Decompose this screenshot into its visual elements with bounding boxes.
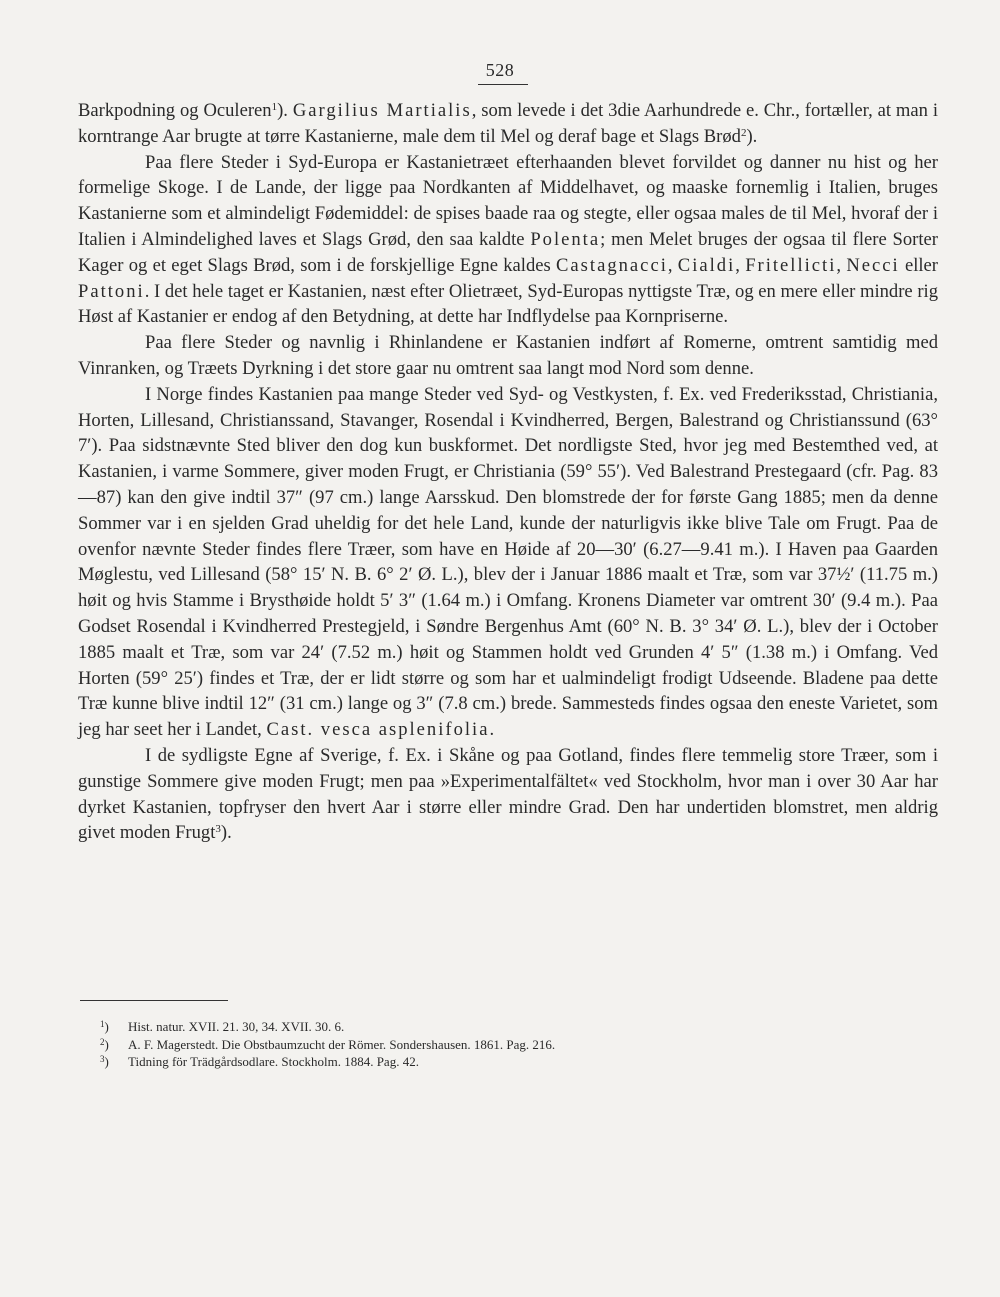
footnote-number: 2 (100, 1036, 105, 1047)
text-segment: ; men Melet bruges der ogsaa til flere Sorter Kager og et eget Slags Brød, som i de forskjellige Egne kaldes (78, 228, 938, 276)
text-segment: . I det hele taget er Kastanien, næst efter Olietræet, Syd-Europas nyttigste Træ, og en mere eller mindre rig Høst af Kastanier er endog af den Betydning, at dette har Indflydelse paa Kornpriserne. (78, 280, 938, 328)
text-segment: , (836, 254, 847, 276)
footnote-number: 3 (100, 1054, 105, 1064)
text-segment: ). (277, 100, 293, 121)
text-segment: eller (899, 254, 939, 276)
spaced-name: Polenta (530, 228, 601, 250)
text-segment: Paa flere Steder i Syd-Europa er Kastanietræet efterhaanden blevet forvildet og danner nu hist og her formelige Skoge. I de Lande, der ligge paa Nordkanten af Middelhavet, og maaske fornemlig i Italien, bruges Kastanierne som et almindeligt Fødemiddel: de spises baade raa og stegte, eller ogsaa males de til Mel, hvoraf der i Italien i Almindelighed laves et Slags Grød, den saa kaldte (78, 151, 938, 250)
footnote-number: 1 (100, 1019, 105, 1029)
spaced-name: Necci (846, 254, 900, 276)
text-segment: ). (746, 125, 758, 147)
spaced-name: Castagnacci (556, 254, 668, 276)
footnote-text: A. F. Magerstedt. Die Obstbaumzucht der Römer. Sondershausen. 1861. Pag. 216. (128, 1036, 556, 1052)
text-segment: Barkpodning og Oculeren (78, 100, 272, 121)
text-segment: ). (220, 822, 232, 844)
footnote-marker: $^3$) (100, 1054, 109, 1069)
paragraph (78, 382, 938, 743)
text-segment: , (667, 254, 678, 276)
footnote-reference: 1 (271, 101, 278, 113)
footnote (100, 1018, 800, 1036)
footnote-reference: 3 (215, 823, 221, 836)
footnote (100, 1036, 800, 1054)
spaced-name: Gargilius Martialis (292, 100, 472, 121)
footnote (100, 1053, 800, 1071)
footnote-text: Tidning för Trädgårdsodlare. Stockholm. 1884. Pag. 42. (128, 1054, 419, 1069)
spaced-name: Fritellicti (745, 254, 837, 276)
footnote-text: Hist. natur. XVII. 21. 30, 34. XVII. 30. 6. (128, 1019, 345, 1034)
footnote-reference: 2 (740, 126, 747, 139)
spaced-name: Cast. vesca asplenifolia (266, 719, 490, 741)
text-segment: , som levede i det 3die Aarhundrede e. Chr., fortæller, at man i korntrange Aar brugte at tørre Kastanierne, male dem til Mel og deraf bage et Slags Brød (78, 100, 938, 147)
footnotes (100, 1018, 800, 1071)
spaced-name: Pattoni (78, 280, 145, 302)
spaced-name: Cialdi (677, 254, 736, 276)
text-segment: , (735, 254, 746, 276)
paragraph (78, 98, 938, 150)
body-text (78, 98, 938, 846)
paragraph (78, 330, 938, 382)
paragraph (78, 150, 938, 331)
footnote-marker: $^2$) (100, 1036, 109, 1052)
footnote-divider (80, 1000, 228, 1001)
text-segment: . (489, 719, 495, 741)
footnote-marker: $^1$) (100, 1019, 109, 1034)
text-segment: Paa flere Steder og navnlig i Rhinlandene er Kastanien indført af Romerne, omtrent samtidig med Vinranken, og Træets Dyrkning i det store gaar nu omtrent saa langt mod Nord som denne. (78, 332, 938, 379)
page-number-rule (478, 84, 528, 85)
text-segment: I Norge findes Kastanien paa mange Steder ved Syd- og Vestkysten, f. Ex. ved Frederiksstad, Christiania, Horten, Lillesand, Christianssand, Stavanger, Rosendal i Kvindherred, Bergen, Balestrand og Christianssund (63° 7′). Paa sidstnævnte Sted bliver den dog kun buskformet. Det nordligste Sted, hvor jeg med Bestemthed ved, at Kastanien, i varme Sommere, giver moden Frugt, er Christiania (59° 55′). Ved Balestrand Prestegaard (cfr. Pag. 83—87) kan den give indtil 37″ (97 cm.) lange Aarsskud. Den blomstrede der for første Gang 1885; men da denne Sommer var i en sjelden Grad uheldig for det hele Land, kunde der naturligvis ikke blive Tale om Frugt. Paa de ovenfor nævnte Steder findes flere Træer, som have en Høide af 20—30′ (6.27—9.41 m.). I Haven paa Gaarden Møglestu, ved Lillesand (58° 15′ N. B. 6° 2′ Ø. L.), blev der i Januar 1886 maalt et Træ, som var 37½′ (11.75 m.) høit og hvis Stamme i Brysthøide holdt 5′ 3″ (1.64 m.) i Omfang. Kronens Diameter var omtrent 30′ (9.4 m.). Paa Godset Rosendal i Kvindherred Prestegjeld, i Søndre Bergenhus Amt (60° N. B. 3° 34′ Ø. L.), blev der i October 1885 maalt et Træ, som var 24′ (7.52 m.) høit og Stammen holdt ved Grunden 4′ 5″ (1.38 m.) i Omfang. Ved Horten (59° 25′) findes et Træ, der er lidt større og som har et ualmindeligt frodigt Udseende. Bladene paa dette Træ kunne blive indtil 12″ (31 cm.) lange og 3″ (7.8 cm.) brede. Sammesteds findes ogsaa den eneste Varietet, som jeg har seet her i Landet, (78, 383, 938, 741)
text-segment: I de sydligste Egne af Sverige, f. Ex. i Skåne og paa Gotland, findes flere temmelig store Træer, som i gunstige Sommere give moden Frugt; men paa »Experimentalfältet« ved Stockholm, hvor man i over 30 Aar har dyrket Kastanien, topfryser den hvert Aar i større eller mindre Grad. Den har undertiden blomstret, men aldrig givet moden Frugt (78, 744, 938, 844)
paragraph (78, 743, 938, 846)
page-number: 528 (485, 60, 515, 80)
